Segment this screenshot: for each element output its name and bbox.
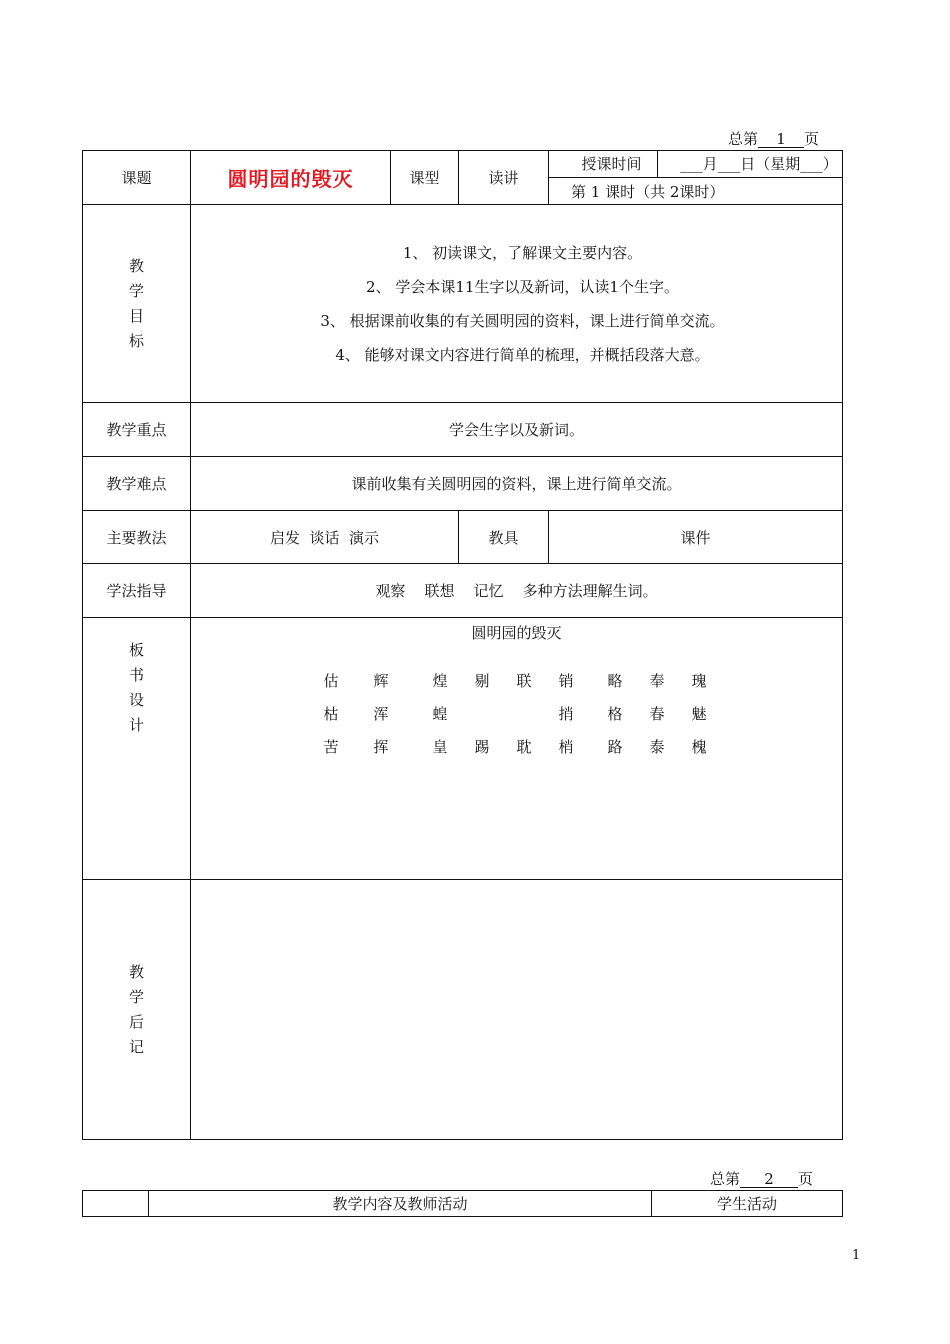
tools-value: 课件 bbox=[549, 511, 843, 564]
board-char: 皇 bbox=[432, 738, 448, 756]
board-char: 踢 bbox=[474, 738, 490, 756]
topic-title-text: 圆明园的毁灭 bbox=[227, 167, 354, 191]
reflection-label-chars: 教 学 后 记 bbox=[128, 962, 144, 1056]
board-char: 估 bbox=[323, 672, 339, 690]
reflection-label bbox=[83, 880, 191, 1140]
board-char: 蝗 bbox=[432, 705, 448, 723]
key-point-value: 学会生字以及新词。 bbox=[191, 403, 843, 457]
board-char: 联 bbox=[516, 672, 532, 690]
key-point-label: 教学重点 bbox=[83, 403, 191, 457]
board-design bbox=[191, 618, 843, 880]
page-counter-suffix: 页 bbox=[804, 130, 820, 148]
board-char: 格 bbox=[607, 705, 623, 723]
time-value: ___月___日（星期___） bbox=[680, 155, 838, 173]
board-char: 耽 bbox=[516, 738, 532, 756]
reflection-area bbox=[191, 880, 843, 1140]
activity-index-cell bbox=[83, 1191, 149, 1217]
page-counter-2 bbox=[710, 1168, 813, 1189]
page-counter-number: 1 bbox=[758, 131, 804, 148]
type-value: 读讲 bbox=[459, 151, 549, 205]
goals-label-chars: 教 学 目 标 bbox=[128, 256, 144, 350]
board-char: 奉 bbox=[649, 672, 665, 690]
board-label-chars: 板 书 设 计 bbox=[128, 641, 144, 734]
board-char: 瑰 bbox=[691, 672, 707, 690]
board-char: 辉 bbox=[373, 672, 389, 690]
study-label: 学法指导 bbox=[83, 564, 191, 618]
board-char: 路 bbox=[607, 738, 623, 756]
goal-item: 4、 能够对课文内容进行简单的梳理，并概括段落大意。 bbox=[335, 345, 710, 364]
board-char: 剔 bbox=[474, 672, 490, 690]
board-char: 枯 bbox=[323, 705, 339, 723]
board-char: 泰 bbox=[649, 738, 665, 756]
method-label: 主要教法 bbox=[83, 511, 191, 564]
board-char: 销 bbox=[558, 672, 574, 690]
goal-item: 1、 初读课文，了解课文主要内容。 bbox=[402, 243, 643, 262]
page-counter-1 bbox=[728, 128, 819, 149]
tools-label: 教具 bbox=[459, 511, 549, 564]
page-counter-prefix: 总第 bbox=[728, 130, 759, 148]
lesson-plan-table bbox=[82, 150, 843, 1140]
goals-list bbox=[191, 205, 843, 403]
board-char: 魅 bbox=[691, 705, 707, 723]
goals-label bbox=[83, 205, 191, 403]
board-label bbox=[83, 618, 191, 880]
page-counter-number: 2 bbox=[740, 1171, 798, 1188]
board-char: 梢 bbox=[558, 738, 574, 756]
goal-item: 2、 学会本课11生字以及新词，认读1个生字。 bbox=[366, 277, 679, 296]
board-char: 略 bbox=[607, 672, 623, 690]
footer-page-number: 1 bbox=[852, 1248, 861, 1263]
topic-label: 课题 bbox=[83, 151, 191, 205]
period-value: 第 1 课时（共 2课时） bbox=[549, 178, 843, 205]
page-counter-prefix: 总第 bbox=[710, 1170, 741, 1188]
student-header: 学生活动 bbox=[652, 1191, 843, 1217]
activity-table bbox=[82, 1190, 843, 1217]
board-char: 捎 bbox=[558, 705, 574, 723]
board-char: 浑 bbox=[373, 705, 389, 723]
type-label: 课型 bbox=[391, 151, 459, 205]
board-char: 煌 bbox=[432, 672, 448, 690]
board-title: 圆明园的毁灭 bbox=[471, 624, 562, 642]
board-char: 春 bbox=[649, 705, 665, 723]
topic-title bbox=[191, 151, 391, 205]
board-char: 槐 bbox=[691, 738, 707, 756]
goal-item: 3、 根据课前收集的有关圆明园的资料，课上进行简单交流。 bbox=[320, 311, 725, 330]
difficulty-value: 课前收集有关圆明园的资料，课上进行简单交流。 bbox=[191, 457, 843, 511]
study-value: 观察 联想 记忆 多种方法理解生词。 bbox=[191, 564, 843, 618]
time-label: 授课时间 bbox=[567, 151, 658, 177]
difficulty-label: 教学难点 bbox=[83, 457, 191, 511]
page-counter-suffix: 页 bbox=[798, 1170, 814, 1188]
content-header: 教学内容及教师活动 bbox=[149, 1191, 652, 1217]
method-value: 启发 谈话 演示 bbox=[191, 511, 459, 564]
board-char: 挥 bbox=[373, 738, 389, 756]
board-char: 苦 bbox=[323, 738, 339, 756]
time-row bbox=[581, 151, 843, 178]
